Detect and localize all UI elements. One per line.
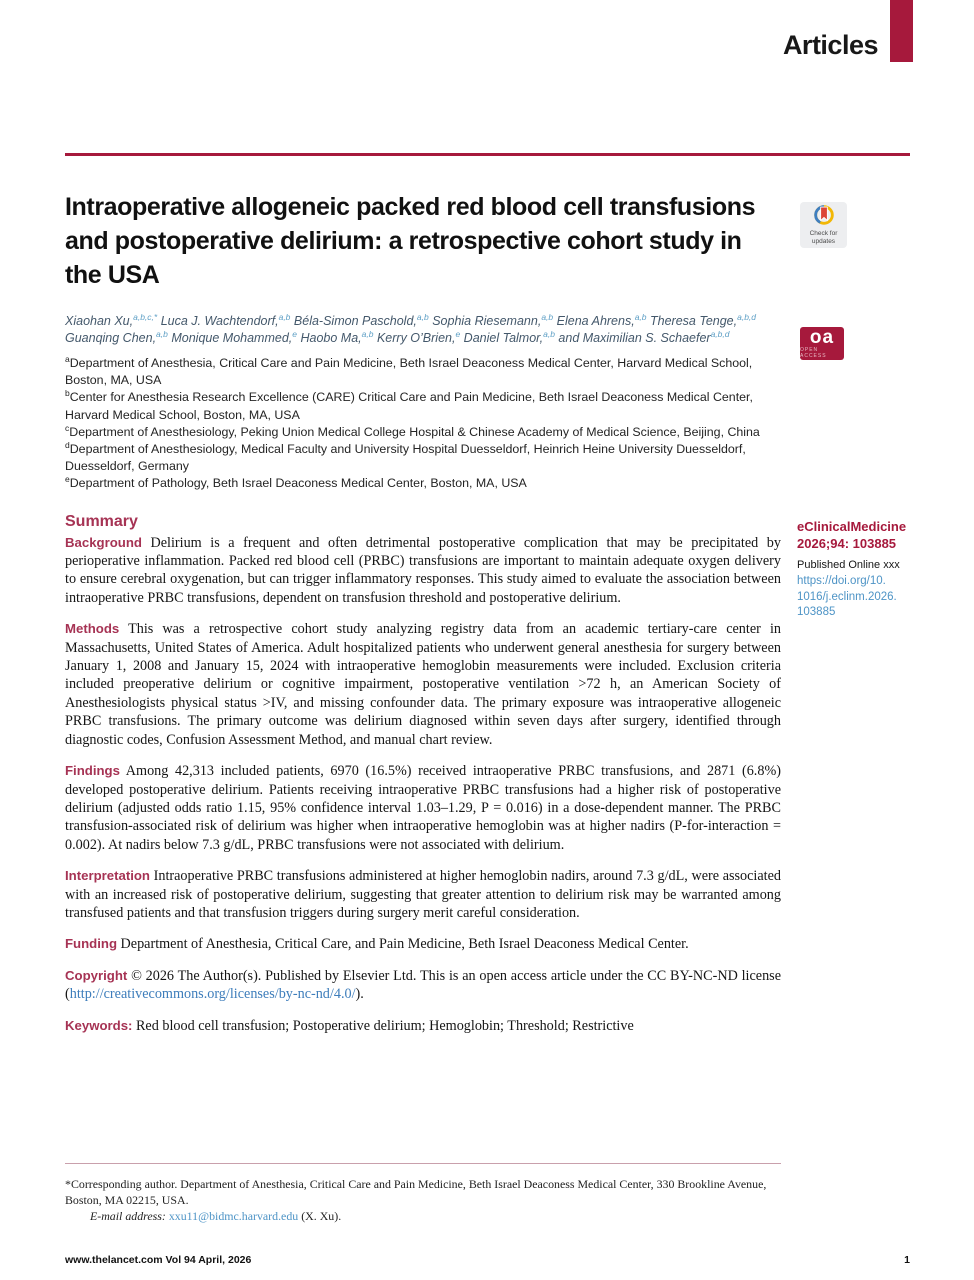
check-for-updates-label-line1: Check for (809, 230, 838, 237)
affiliation: $^b$Center for Anesthesia Research Excellence (CARE) Critical Care and Pain Medicine, Beth Israel Deaconess Medical Center, Harvard Medical School, Boston, MA, USA (65, 388, 753, 422)
check-for-updates-badge[interactable] (800, 202, 847, 248)
doi-link[interactable] (797, 574, 915, 621)
keywords-label: Keywords: (65, 1017, 133, 1033)
open-access-icon (800, 327, 844, 360)
author: Haobo Ma,$^{a,b}$ (300, 328, 374, 345)
author-affil-sup: a,b (634, 311, 647, 322)
email-label: E-mail address: (90, 1209, 166, 1223)
author: Xiaohan Xu,$^{a,b,c,*}$ (65, 311, 158, 328)
methods-paragraph: Methods This was a retrospective cohort study analyzing registry data from an academic tertiary-care center in Massachusetts, United States of America. Adult hospitalized patients who underwent general anesthesia for surgery between January 1, 2008 and January 15, 2024 with intraoperative hemoglobin measurements were included. Exclusion criteria included preoperative delirium or cognitive impairment, postoperative ventilation >72 h, an American Society of Anesthesiologists physical status >IV, and missing confounder data. The primary exposure was intraoperative allogeneic PRBC transfusions. The primary outcome was delirium diagnosed within seven days after surgery, identified through diagnostic codes, Confusion Assessment Method, and manual chart review. (65, 621, 781, 748)
journal-citation-block (797, 519, 915, 621)
author-affil-sup: a,b,c,* (133, 311, 158, 322)
summary-heading: Summary (65, 512, 138, 530)
author-affil-sup: a,b (361, 328, 374, 339)
background-paragraph: Background Delirium is a frequent and often detrimental postoperative complication that may be precipitated by perioperative inflammation. Packed red blood cell (PRBC) transfusions are important to maintain adequate oxygen delivery to ensure cerebral oxygenation, but can trigger inflammatory responses. This study aimed to evaluate the association between intraoperative PRBC transfusions, dependent on transfusion threshold and postoperative delirium. (65, 534, 781, 606)
footer-journal-info: www.thelancet.com Vol 94 April, 2026 (65, 1254, 252, 1266)
footnote-rule (65, 1163, 781, 1164)
journal-name: eClinicalMedicine (797, 519, 907, 534)
summary-section (65, 513, 781, 1035)
email-line: E-mail address: xxu11@bidmc.harvard.edu (X. Xu). (90, 1209, 342, 1223)
journal-citation: 2026;94: 103885 (797, 535, 897, 551)
author-affil-sup: a,b,d (710, 328, 730, 339)
author: Luca J. Wachtendorf,$^{a,b}$ (160, 311, 291, 328)
author-affil-sup: a,b (156, 328, 168, 339)
author: Elena Ahrens,$^{a,b}$ (556, 311, 647, 328)
funding-label: Funding (65, 936, 117, 952)
header-rule (65, 153, 910, 156)
check-for-updates-icon (814, 205, 834, 230)
author-affil-sup: a,b,d (737, 311, 757, 322)
doi-line: https://doi.org/10. (797, 575, 886, 587)
affiliation: $^c$Department of Anesthesiology, Peking Union Medical College Hospital & Chinese Academy of Medical Science, Beijing, China (65, 422, 760, 439)
open-access-caption: OPEN ACCESS (800, 346, 827, 359)
footnote-block (65, 1163, 781, 1225)
author-affil-sup: e (292, 328, 297, 339)
author: Daniel Talmor,$^{a,b}$ (463, 328, 555, 345)
affiliation: $^a$Department of Anesthesia, Critical Care and Pain Medicine, Beth Israel Deaconess Medical Center, Harvard Medical School, Boston, MA, USA (65, 353, 753, 388)
author-affil-sup: a,b (541, 311, 554, 322)
author: Kerry O’Brien,$^e$ (376, 328, 461, 345)
author: Guanqing Chen,$^{a,b}$ (65, 328, 168, 345)
check-for-updates-label-line2: updates (811, 237, 836, 245)
author: and Maximilian S. Schaefer$^{a,b,d}$ (558, 328, 730, 345)
published-online: Published Online xxx (797, 559, 900, 571)
section-kicker: Articles (782, 30, 878, 60)
article-title: Intraoperative allogeneic packed red blood cell transfusions and postoperative delirium: a retrospective cohort study in the USA (65, 193, 756, 289)
cc-license-link[interactable]: http://creativecommons.org/licenses/by-nc-nd/4.0/ (69, 986, 356, 1003)
findings-paragraph: Findings Among 42,313 included patients, 6970 (16.5%) received intraoperative PRBC transfusions, and 2871 (6.8%) developed postoperative delirium. Patients receiving intraoperative PRBC transfusions had a higher risk of postoperative delirium (adjusted odds ratio 1.15, 95% confidence interval 1.03–1.29, P = 0.016) in a dose-dependent manner. The PRBC transfusion-associated risk of delirium was higher when intraoperative hemoglobin was at higher nadirs (P-for-interaction = 0.002). At nadirs below 7.3 g/dL, PRBC transfusions were not associated with delirium. (65, 763, 781, 853)
affiliation-list (65, 355, 781, 493)
author-affil-sup: a,b (278, 311, 291, 322)
email-link[interactable]: xxu11@bidmc.harvard.edu (168, 1209, 299, 1223)
copyright-label: Copyright (65, 967, 128, 983)
affiliation: $^d$Department of Anesthesiology, Medical Faculty and University Hospital Duesseldorf, Heinrich Heine University Duesseldorf, Duesseldorf, Germany (65, 439, 746, 474)
page-number: 1 (904, 1254, 910, 1266)
author: Béla-Simon Paschold,$^{a,b}$ (293, 311, 429, 328)
main-column (65, 190, 781, 1048)
interpretation-label: Interpretation (65, 868, 150, 884)
methods-label: Methods (65, 621, 120, 637)
author-affil-sup: a,b (543, 328, 555, 339)
open-access-abbr: oa (809, 326, 835, 348)
author: Sophia Riesemann,$^{a,b}$ (432, 311, 554, 328)
author-list (65, 313, 777, 347)
corner-accent-bar (890, 0, 913, 62)
author-affil-sup: e (455, 328, 461, 339)
author: Theresa Tenge,$^{a,b,d}$ (650, 311, 757, 328)
author: Monique Mohammed,$^e$ (171, 328, 297, 345)
affiliation: $^e$Department of Pathology, Beth Israel Deaconess Medical Center, Boston, MA, USA (65, 474, 527, 491)
author-affil-sup: a,b (416, 311, 429, 322)
background-label: Background (65, 534, 142, 550)
findings-label: Findings (65, 763, 120, 779)
doi-line: 1016/j.eclinm.2026. (797, 590, 897, 603)
funding-paragraph: Funding Department of Anesthesia, Critical Care, and Pain Medicine, Beth Israel Deaconess Medical Center. (65, 936, 689, 953)
interpretation-paragraph: Interpretation Intraoperative PRBC transfusions administered at higher hemoglobin nadirs, around 7.3 g/dL, were associated with an increased risk of postoperative delirium, suggesting that greater attention to delirium risk may be warranted among transfused patients and that transfusion triggers during surgery merit careful consideration. (65, 868, 781, 921)
page-footer (65, 1254, 910, 1266)
doi-line: 103885 (797, 606, 836, 618)
copyright-paragraph: Copyright © 2026 The Author(s). Published by Elsevier Ltd. This is an open access article under the CC BY-NC-ND license (http://creativecommons.org/licenses/by-nc-nd/4.0/). (65, 967, 781, 1003)
keywords-paragraph: Keywords: Red blood cell transfusion; Postoperative delirium; Hemoglobin; Threshold; Restrictive (65, 1017, 634, 1034)
corresponding-author-note: *Corresponding author. Department of Anesthesia, Critical Care and Pain Medicine, Beth Israel Deaconess Medical Center, 330 Brookline Avenue, Boston, MA 02215, USA. (65, 1177, 767, 1207)
